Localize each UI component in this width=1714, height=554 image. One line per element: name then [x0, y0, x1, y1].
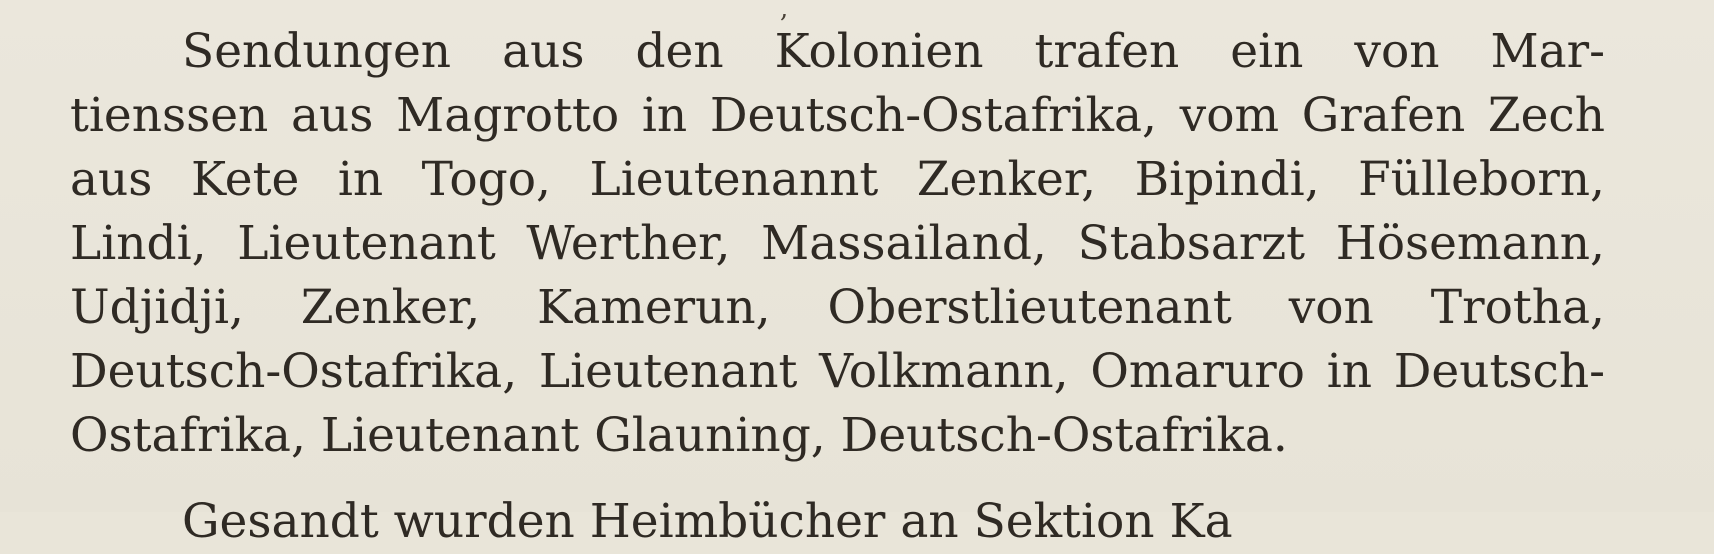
- top-punctuation-mark: ,: [780, 0, 789, 24]
- paragraph-line-5: Udjidji, Zenker, Kamerun, Oberstlieutenant von Trotha,: [70, 280, 1605, 335]
- text-paragraph: [70, 20, 1605, 468]
- paragraph-line-2: tienssen aus Magrotto in Deutsch-Ostafrika, vom Grafen Zech: [70, 88, 1605, 143]
- paragraph-line-1: Sendungen aus den Kolonien trafen ein von Mar-: [182, 24, 1605, 79]
- paragraph-line-4: Lindi, Lieutenant Werther, Massailand, Stabsarzt Hösemann,: [70, 216, 1605, 271]
- paragraph-line-7: Ostafrika, Lieutenant Glauning, Deutsch-Ostafrika.: [70, 408, 1288, 463]
- paragraph-line-6: Deutsch-Ostafrika, Lieutenant Volkmann, Omaruro in Deutsch-: [70, 344, 1605, 399]
- next-paragraph-cutoff: Gesandt wurden Heimbücher an Sektion Ka: [182, 494, 1233, 549]
- paragraph-line-3: aus Kete in Togo, Lieutenannt Zenker, Bipindi, Fülleborn,: [70, 152, 1605, 207]
